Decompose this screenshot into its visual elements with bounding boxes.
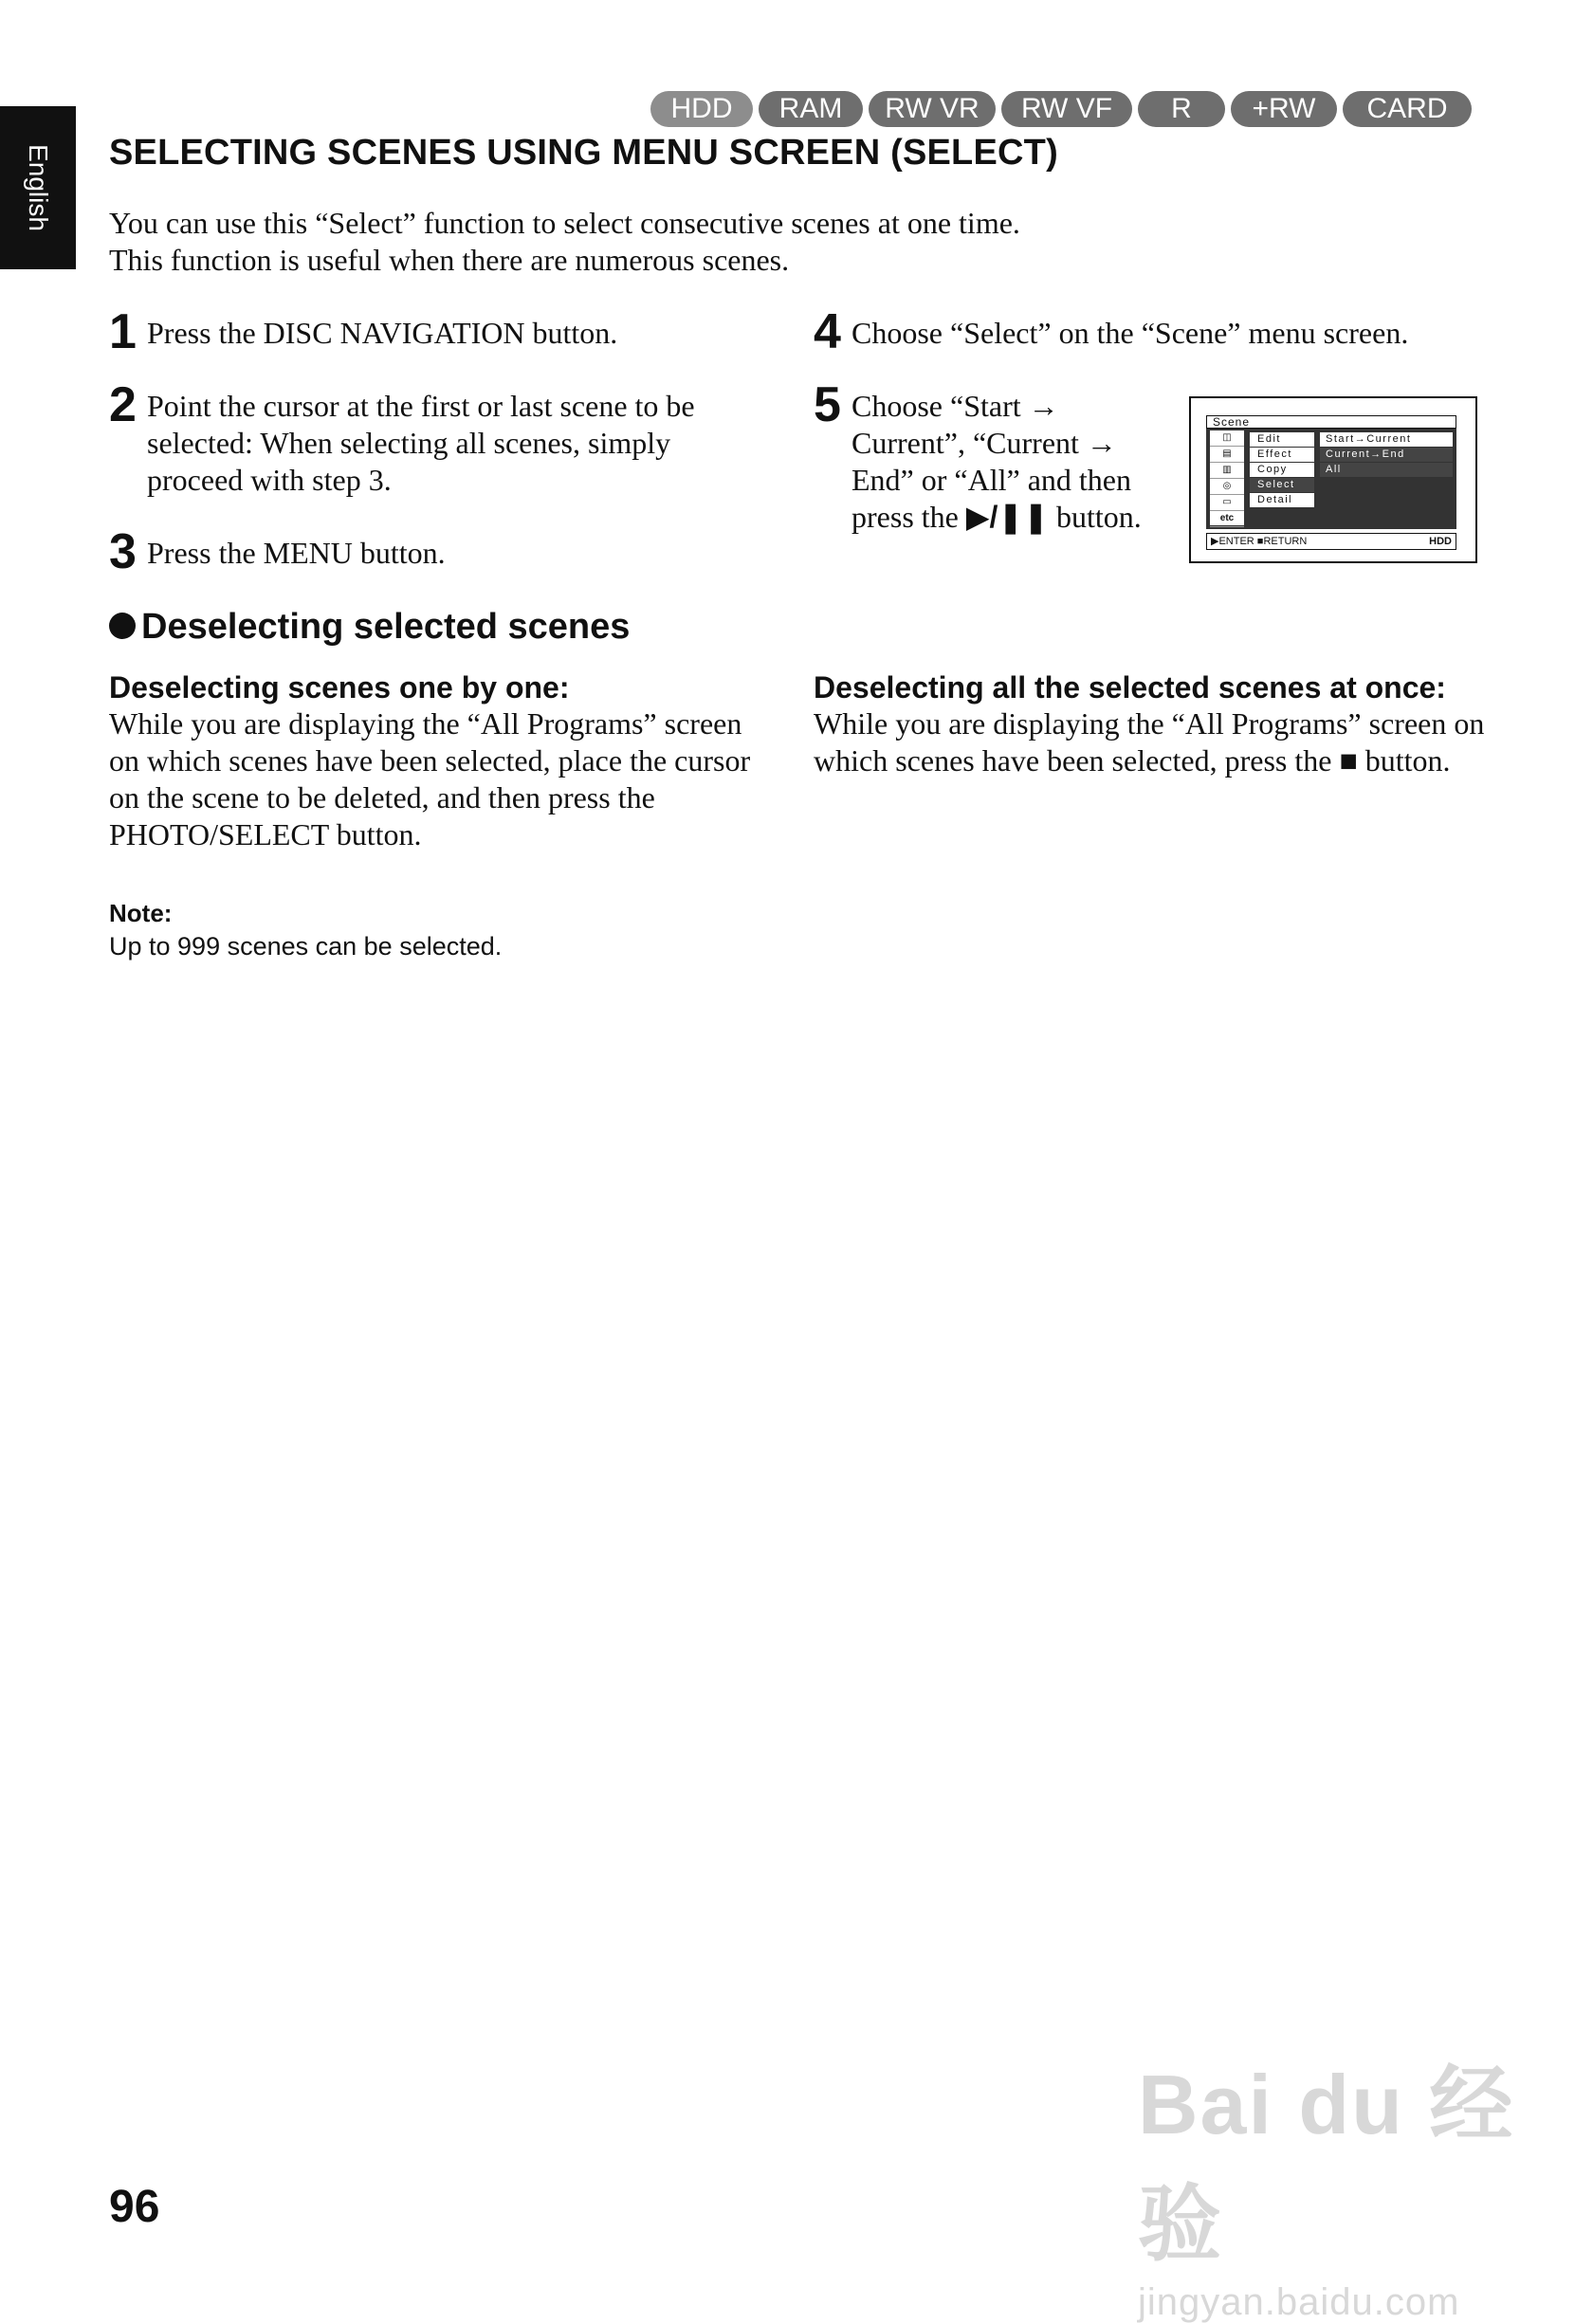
watermark-brand: Bai du 经验 xyxy=(1138,2058,1515,2271)
language-label: English xyxy=(24,144,53,231)
page-number: 96 xyxy=(109,2182,160,2232)
step-text xyxy=(851,388,1174,536)
step-text: Press the DISC NAVIGATION button. xyxy=(147,316,618,350)
etc-icon: etc xyxy=(1210,511,1244,527)
playlist-icon: ▥ xyxy=(1210,463,1244,479)
intro xyxy=(109,205,1020,279)
step-number: 2 xyxy=(109,377,137,432)
menu-item-copy: Copy xyxy=(1250,463,1314,477)
step-5 xyxy=(814,377,1174,536)
subheading-text: Deselecting selected scenes xyxy=(141,607,631,647)
screen-footer-left: ▶ENTER ■RETURN xyxy=(1211,536,1308,547)
intro-line-1: You can use this “Select” function to select consecutive scenes at one time. xyxy=(109,206,1020,240)
card-icon: ▭ xyxy=(1210,495,1244,511)
menu-item-select: Select xyxy=(1250,478,1314,492)
watermark-url: jingyan.baidu.com xyxy=(1138,2281,1460,2323)
note xyxy=(109,899,502,961)
menu-screen-illustration xyxy=(1189,396,1477,563)
submenu-start-current: Start→Current xyxy=(1320,432,1453,447)
program-icon: ▤ xyxy=(1210,447,1244,463)
screen-title: Scene xyxy=(1206,415,1456,429)
screen-icon-column xyxy=(1210,430,1244,525)
deselect-all-body xyxy=(814,705,1487,779)
media-badges xyxy=(650,91,1472,127)
badge-plus-rw: +RW xyxy=(1231,91,1337,127)
step-text: Press the MENU button. xyxy=(147,536,446,570)
menu-item-detail: Detail xyxy=(1250,493,1314,507)
play-pause-icon: ▶/❚❚ xyxy=(965,500,1049,534)
badge-card: CARD xyxy=(1343,91,1472,127)
page-title: SELECTING SCENES USING MENU SCREEN (SELECT) xyxy=(109,133,1058,173)
badge-ram: RAM xyxy=(759,91,863,127)
step-number: 1 xyxy=(109,304,137,359)
language-tab xyxy=(0,106,76,269)
submenu-current-end: Current→End xyxy=(1320,448,1453,462)
step-text: Point the cursor at the first or last scene to be selected: When selecting all scenes, simply proceed with step 3. xyxy=(147,389,695,497)
step-text: Choose “Select” on the “Scene” menu screen. xyxy=(851,316,1409,350)
menu-item-edit: Edit xyxy=(1250,432,1314,447)
deselect-all-heading: Deselecting all the selected scenes at once: xyxy=(814,670,1446,705)
deselect-all-section xyxy=(814,669,1487,779)
step-number: 5 xyxy=(814,377,841,432)
step-2 xyxy=(109,377,773,499)
step-1 xyxy=(109,304,773,359)
badge-rw-vf: RW VF xyxy=(1001,91,1132,127)
step-3 xyxy=(109,524,773,579)
stop-icon: ■ xyxy=(1339,743,1358,778)
screen-submenu xyxy=(1320,432,1453,478)
intro-line-2: This function is useful when there are numerous scenes. xyxy=(109,243,790,277)
bullet-icon xyxy=(109,613,136,639)
subheading xyxy=(109,607,630,648)
scene-icon: ◫ xyxy=(1210,430,1244,447)
submenu-all: All xyxy=(1320,463,1453,477)
deselect-all-body-a: While you are displaying the “All Programs” screen on which scenes have been selected, press the xyxy=(814,706,1485,778)
badge-r: R xyxy=(1138,91,1225,127)
disc-icon: ◎ xyxy=(1210,479,1244,495)
screen-footer xyxy=(1206,533,1456,550)
step-text-a: Choose “Start → Current”, “Current → End” or “All” and then press the xyxy=(851,389,1131,534)
step-text-b: button. xyxy=(1055,500,1142,534)
screen-footer-right: HDD xyxy=(1429,536,1452,547)
badge-rw-vr: RW VR xyxy=(869,91,996,127)
deselect-all-body-b: button. xyxy=(1364,743,1451,778)
note-body: Up to 999 scenes can be selected. xyxy=(109,932,503,961)
step-4 xyxy=(814,304,1487,359)
menu-item-effect: Effect xyxy=(1250,448,1314,462)
screen-menu xyxy=(1250,432,1314,508)
deselect-one-section xyxy=(109,669,773,853)
step-number: 4 xyxy=(814,304,841,359)
deselect-one-body: While you are displaying the “All Programs” screen on which scenes have been selected, place the cursor on the scene to be deleted, and then press the PHOTO/SELECT button. xyxy=(109,706,751,851)
note-label: Note: xyxy=(109,899,173,927)
deselect-one-heading: Deselecting scenes one by one: xyxy=(109,670,570,705)
badge-hdd: HDD xyxy=(650,91,753,127)
step-number: 3 xyxy=(109,524,137,579)
watermark xyxy=(1138,2039,1593,2324)
